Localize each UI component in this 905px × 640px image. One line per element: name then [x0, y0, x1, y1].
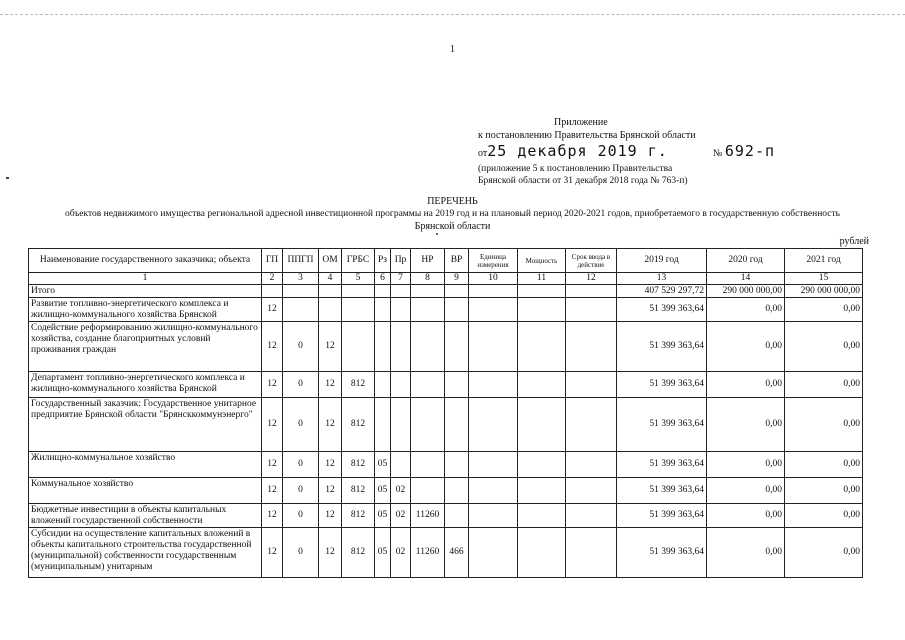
code-cell: 0	[283, 322, 319, 372]
amount-cell: 51 399 363,64	[617, 504, 707, 528]
column-number-cell: 7	[391, 273, 411, 285]
code-cell	[411, 298, 445, 322]
header-cell: Мощность	[518, 249, 566, 273]
code-cell	[342, 285, 375, 298]
column-number-cell: 9	[445, 273, 469, 285]
code-cell: 12	[319, 478, 342, 504]
doc-subtitle: объектов недвижимого имущества региональной адресной инвестиционной программы на 2019 год и на плановый период 2020-2021 годов, приобретаемого в государственную собственность	[65, 209, 840, 219]
column-number-cell: 5	[342, 273, 375, 285]
code-cell	[566, 504, 617, 528]
code-cell: 0	[283, 372, 319, 398]
code-cell: 0	[283, 504, 319, 528]
date-prefix: от	[478, 148, 488, 159]
code-cell: 12	[262, 298, 283, 322]
code-cell: 02	[391, 478, 411, 504]
code-cell	[342, 298, 375, 322]
amount-cell: 0,00	[785, 398, 863, 452]
code-cell	[469, 528, 518, 578]
scan-speck	[6, 177, 9, 179]
code-cell	[391, 452, 411, 478]
amount-cell: 0,00	[785, 372, 863, 398]
code-cell	[469, 504, 518, 528]
row-name-cell: Бюджетные инвестиции в объекты капитальных вложений государственной собственности	[29, 504, 262, 528]
code-cell: 05	[375, 452, 391, 478]
amount-cell: 0,00	[707, 372, 785, 398]
code-cell	[262, 285, 283, 298]
annex-title: Приложение	[554, 117, 608, 128]
code-cell	[518, 452, 566, 478]
annex-date-row	[478, 142, 776, 160]
code-cell: 812	[342, 398, 375, 452]
code-cell: 05	[375, 528, 391, 578]
code-cell	[518, 478, 566, 504]
annex-line2: к постановлению Правительства Брянской области	[478, 130, 696, 141]
code-cell: 12	[319, 452, 342, 478]
amount-cell: 0,00	[785, 452, 863, 478]
amount-cell: 0,00	[707, 452, 785, 478]
amount-cell: 0,00	[707, 322, 785, 372]
code-cell	[445, 298, 469, 322]
date-value: 25 декабря 2019 г.	[487, 142, 668, 160]
amount-cell: 0,00	[785, 528, 863, 578]
header-cell: НР	[411, 249, 445, 273]
code-cell	[391, 285, 411, 298]
column-number-cell: 1	[29, 273, 262, 285]
code-cell	[375, 372, 391, 398]
column-number-cell: 2	[262, 273, 283, 285]
code-cell	[391, 298, 411, 322]
amount-cell: 51 399 363,64	[617, 452, 707, 478]
code-cell	[391, 372, 411, 398]
row-name-cell: Жилищно-коммунальное хозяйство	[29, 452, 262, 478]
amount-cell: 0,00	[785, 478, 863, 504]
page-number: 1	[450, 44, 455, 55]
code-cell	[469, 372, 518, 398]
code-cell: 0	[283, 528, 319, 578]
code-cell	[391, 322, 411, 372]
code-cell	[566, 372, 617, 398]
amount-cell: 290 000 000,00	[707, 285, 785, 298]
code-cell	[518, 322, 566, 372]
code-cell	[469, 298, 518, 322]
code-cell	[445, 285, 469, 298]
table-row	[29, 372, 863, 398]
code-cell: 12	[262, 452, 283, 478]
code-cell	[375, 298, 391, 322]
header-cell: Срок ввода в действие	[566, 249, 617, 273]
amount-cell: 0,00	[707, 504, 785, 528]
code-cell: 812	[342, 452, 375, 478]
amount-cell: 0,00	[707, 528, 785, 578]
header-cell: 2020 год	[707, 249, 785, 273]
code-cell: 12	[319, 528, 342, 578]
code-cell: 812	[342, 372, 375, 398]
annex-block	[478, 116, 775, 187]
row-name-cell: Субсидии на осуществление капитальных вложений в объекты капитального строительства государственной (муниципальной) собственности государственным (муниципальным) унитарным	[29, 528, 262, 578]
code-cell	[411, 372, 445, 398]
code-cell	[469, 478, 518, 504]
amount-cell: 51 399 363,64	[617, 372, 707, 398]
code-cell: 812	[342, 528, 375, 578]
code-cell: 05	[375, 504, 391, 528]
column-number-cell: 6	[375, 273, 391, 285]
currency-unit: рублей	[839, 236, 869, 247]
column-number-cell: 4	[319, 273, 342, 285]
amount-cell: 0,00	[707, 298, 785, 322]
amount-cell: 51 399 363,64	[617, 298, 707, 322]
code-cell: 0	[283, 452, 319, 478]
number-prefix: №	[712, 148, 723, 159]
code-cell	[445, 322, 469, 372]
code-cell	[566, 452, 617, 478]
header-cell: ГРБС	[342, 249, 375, 273]
code-cell	[375, 285, 391, 298]
code-cell	[518, 285, 566, 298]
amount-cell: 0,00	[707, 478, 785, 504]
header-cell: Наименование государственного заказчика; объекта	[29, 249, 262, 273]
code-cell: 12	[262, 322, 283, 372]
doc-title: ПЕРЕЧЕНЬ	[427, 196, 478, 207]
code-cell	[283, 298, 319, 322]
column-number-cell: 15	[785, 273, 863, 285]
code-cell	[566, 478, 617, 504]
column-number-cell: 13	[617, 273, 707, 285]
header-cell: 2019 год	[617, 249, 707, 273]
doc-subtitle-2: Брянской области	[414, 221, 491, 232]
code-cell	[445, 452, 469, 478]
column-number-cell: 8	[411, 273, 445, 285]
column-number-cell: 10	[469, 273, 518, 285]
code-cell	[445, 478, 469, 504]
code-cell	[445, 372, 469, 398]
row-name-cell: Государственный заказчик: Государственное унитарное предприятие Брянской области "Брянсккоммунэнерго"	[29, 398, 262, 452]
code-cell	[566, 398, 617, 452]
table-row	[29, 398, 863, 452]
code-cell: 11260	[411, 528, 445, 578]
code-cell: 466	[445, 528, 469, 578]
code-cell	[319, 285, 342, 298]
row-name-cell: Коммунальное хозяйство	[29, 478, 262, 504]
code-cell	[566, 322, 617, 372]
header-cell: 2021 год	[785, 249, 863, 273]
code-cell	[391, 398, 411, 452]
header-cell: Пр	[391, 249, 411, 273]
code-cell	[411, 452, 445, 478]
code-cell: 02	[391, 528, 411, 578]
amount-cell: 51 399 363,64	[617, 478, 707, 504]
header-cell: ППГП	[283, 249, 319, 273]
table-row	[29, 528, 863, 578]
code-cell	[411, 478, 445, 504]
code-cell: 0	[283, 478, 319, 504]
code-cell	[518, 528, 566, 578]
table-row	[29, 322, 863, 372]
table-row	[29, 504, 863, 528]
header-cell: Рз	[375, 249, 391, 273]
code-cell	[469, 452, 518, 478]
code-cell	[411, 398, 445, 452]
code-cell: 12	[319, 322, 342, 372]
table-header-row	[29, 249, 863, 273]
row-name-cell: Содействие реформированию жилищно-коммунального хозяйства, создание благоприятных условий проживания граждан	[29, 322, 262, 372]
code-cell	[566, 285, 617, 298]
code-cell	[411, 285, 445, 298]
code-cell: 12	[319, 372, 342, 398]
amount-cell: 51 399 363,64	[617, 322, 707, 372]
code-cell: 12	[319, 504, 342, 528]
scan-top-edge	[0, 14, 905, 15]
code-cell	[283, 285, 319, 298]
code-cell	[411, 322, 445, 372]
header-cell: Единица измерения	[469, 249, 518, 273]
header-cell: ВР	[445, 249, 469, 273]
column-number-cell: 11	[518, 273, 566, 285]
code-cell	[342, 322, 375, 372]
column-number-cell: 3	[283, 273, 319, 285]
code-cell	[518, 372, 566, 398]
number-value: 692-п	[724, 142, 776, 160]
code-cell: 12	[262, 372, 283, 398]
code-cell	[518, 398, 566, 452]
amount-cell: 0,00	[707, 398, 785, 452]
row-name-cell: Итого	[29, 285, 262, 298]
code-cell	[469, 398, 518, 452]
table-row	[29, 298, 863, 322]
annex-ref-line1: (приложение 5 к постановлению Правительства	[478, 164, 673, 174]
amount-cell: 407 529 297,72	[617, 285, 707, 298]
code-cell	[375, 322, 391, 372]
investment-table	[28, 248, 863, 578]
code-cell	[445, 504, 469, 528]
code-cell	[375, 398, 391, 452]
code-cell: 0	[283, 398, 319, 452]
total-row	[29, 285, 863, 298]
table-row	[29, 452, 863, 478]
header-cell: ГП	[262, 249, 283, 273]
code-cell: 812	[342, 478, 375, 504]
amount-cell: 51 399 363,64	[617, 398, 707, 452]
code-cell	[518, 504, 566, 528]
code-cell: 12	[262, 504, 283, 528]
code-cell	[566, 528, 617, 578]
column-number-cell: 14	[707, 273, 785, 285]
code-cell	[469, 285, 518, 298]
annex-ref-line2: Брянской области от 31 декабря 2018 года № 763-п)	[478, 176, 688, 186]
row-name-cell: Развитие топливно-энергетического комплекса и жилищно-коммунального хозяйства Брянской	[29, 298, 262, 322]
code-cell: 12	[262, 398, 283, 452]
code-cell	[319, 298, 342, 322]
code-cell: 812	[342, 504, 375, 528]
code-cell	[518, 298, 566, 322]
table-row	[29, 478, 863, 504]
code-cell: 12	[262, 528, 283, 578]
amount-cell: 290 000 000,00	[785, 285, 863, 298]
code-cell: 12	[262, 478, 283, 504]
code-cell	[469, 322, 518, 372]
amount-cell: 51 399 363,64	[617, 528, 707, 578]
code-cell: 12	[319, 398, 342, 452]
code-cell: 11260	[411, 504, 445, 528]
column-number-cell: 12	[566, 273, 617, 285]
code-cell	[445, 398, 469, 452]
amount-cell: 0,00	[785, 298, 863, 322]
code-cell: 02	[391, 504, 411, 528]
header-cell: ОМ	[319, 249, 342, 273]
amount-cell: 0,00	[785, 504, 863, 528]
code-cell	[566, 298, 617, 322]
scan-speck	[436, 233, 438, 235]
amount-cell: 0,00	[785, 322, 863, 372]
column-number-row	[29, 273, 863, 285]
row-name-cell: Департамент топливно-энергетического комплекса и жилищно-коммунального хозяйства Брянской	[29, 372, 262, 398]
code-cell: 05	[375, 478, 391, 504]
